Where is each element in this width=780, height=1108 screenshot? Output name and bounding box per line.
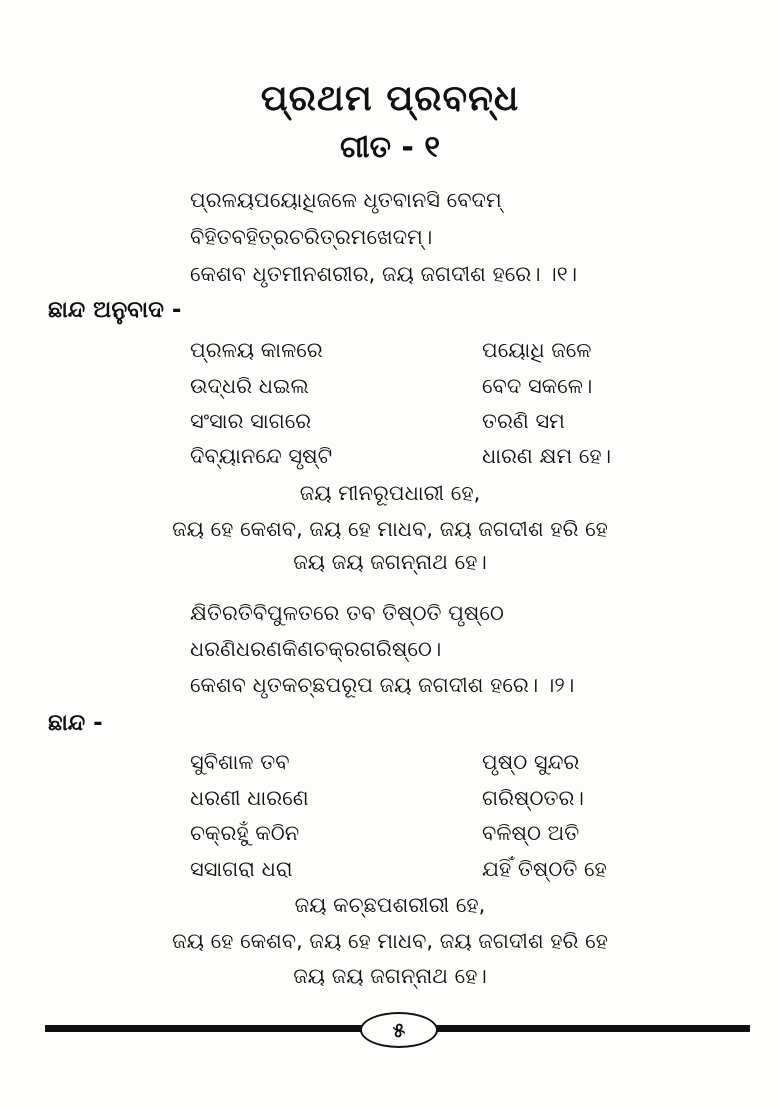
verse1-line-2: ବିହିତବହିତ୍ରଚରିତ୍ରମଖେଦମ୍। xyxy=(190,225,433,249)
footer-rule-right xyxy=(432,1025,750,1032)
refrain2-line-2: ଜୟ ହେ କେଶବ, ଜୟ ହେ ମାଧବ, ଜୟ ଜଗଦୀଶ ହରି ହେ xyxy=(172,929,608,953)
refrain2-line-3: ଜୟ ଜୟ ଜଗନ୍ନାଥ ହେ। xyxy=(293,964,487,988)
stanza1-row-3-right: ତରଣି ସମ xyxy=(482,409,565,433)
verse1-line-3: କେଶବ ଧୃତମୀନଶରୀର, ଜୟ ଜଗଦୀଶ ହରେ। ।୧। xyxy=(190,262,578,286)
section-heading-translation: ଛାନ୍ଦ ଅନୁବାଦ - xyxy=(48,297,182,323)
stanza1-row-2-left: ଉଦ୍ଧରି ଧଇଲ xyxy=(190,374,309,398)
refrain1-line-3: ଜୟ ଜୟ ଜଗନ୍ନାଥ ହେ। xyxy=(293,550,487,574)
footer-rule-left xyxy=(45,1025,363,1032)
stanza2-row-3-left: ଚକ୍ରହୁଁ କଠିନ xyxy=(190,821,300,845)
page-number: ୫ xyxy=(360,1012,438,1048)
refrain2-line-1: ଜୟ କଚ୍ଛପଶରୀରୀ ହେ, xyxy=(294,893,486,917)
stanza2-row-1-left: ସୁବିଶାଳ ତବ xyxy=(190,750,290,774)
stanza1-row-4-left: ଦିବ୍ୟାନନ୍ଦେ ସୃଷ୍ଟି xyxy=(190,444,333,468)
refrain1-line-2: ଜୟ ହେ କେଶବ, ଜୟ ହେ ମାଧବ, ଜୟ ଜଗଦୀଶ ହରି ହେ xyxy=(172,517,608,541)
verse2-line-2: ଧରଣିଧରଣକିଣଚକ୍ରଗରିଷ୍ଠେ। xyxy=(190,637,442,661)
stanza2-row-4-left: ସସାଗରା ଧରା xyxy=(190,857,293,881)
stanza1-row-3-left: ସଂସାର ସାଗରେ xyxy=(190,409,312,433)
stanza2-row-4-right: ଯହିଁ ତିଷ୍ଠତି ହେ xyxy=(482,857,607,881)
stanza1-row-1-right: ପୟୋଧି ଜଳେ xyxy=(482,338,592,362)
stanza2-row-2-left: ଧରଣୀ ଧାରଣେ xyxy=(190,786,309,810)
verse2-line-3: କେଶବ ଧୃତକଚ୍ଛପରୂପ ଜୟ ଜଗଦୀଶ ହରେ। ।୨। xyxy=(190,673,575,697)
song-number: ଗୀତ - ୧ xyxy=(340,130,440,165)
verse1-line-1: ପ୍ରଳୟପୟୋଧିଜଳେ ଧୃତବାନସି ବେଦମ୍ xyxy=(190,188,502,212)
stanza1-row-1-left: ପ୍ରଳୟ କାଳରେ xyxy=(190,338,323,362)
stanza1-row-2-right: ବେଦ ସକଳେ। xyxy=(482,374,593,398)
refrain1-line-1: ଜୟ ମୀନରୂପଧାରୀ ହେ, xyxy=(299,481,481,505)
stanza2-row-1-right: ପୃଷ୍ଠ ସୁନ୍ଦର xyxy=(482,750,580,774)
stanza2-row-2-right: ଗରିଷ୍ଠତର। xyxy=(482,786,584,810)
page-title: ପ୍ରଥମ ପ୍ରବନ୍ଧ xyxy=(260,78,520,119)
stanza2-row-3-right: ବଳିଷ୍ଠ ଅତି xyxy=(482,821,580,845)
section-heading-chhanda: ଛାନ୍ଦ - xyxy=(48,710,103,736)
stanza1-row-4-right: ଧାରଣ କ୍ଷମ ହେ। xyxy=(482,444,612,468)
verse2-line-1: କ୍ଷିତିରତିବିପୁଳତରେ ତବ ତିଷ୍ଠତି ପୃଷ୍ଠେ xyxy=(190,601,504,625)
